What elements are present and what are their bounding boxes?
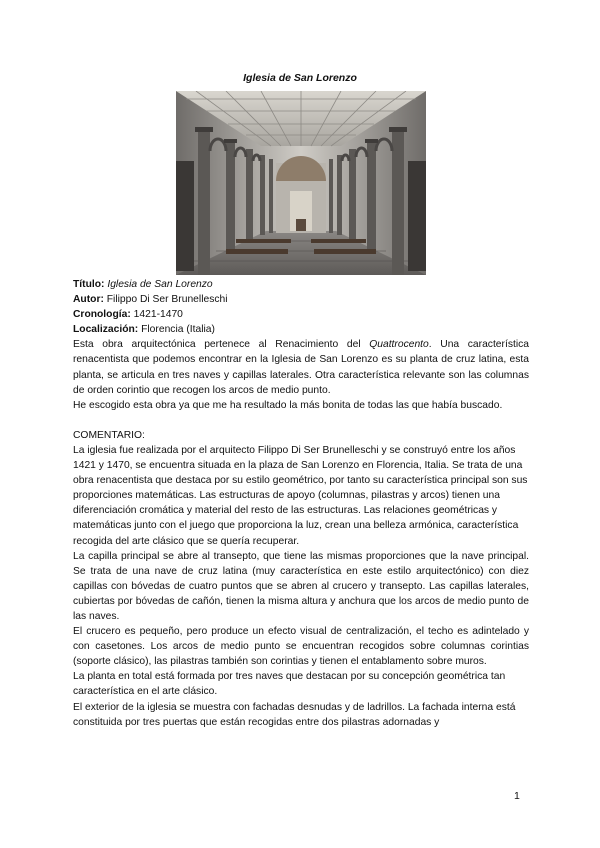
commentary-paragraph: La iglesia fue realizada por el arquitecto Filippo Di Ser Brunelleschi y se construyó entre los años 1421 y 1470, se encuentra situada en la plaza de San Lorenzo en Florencia, Italia. Se trata de una obra renacentista que destaca por su estilo geométrico, por tanto su característica principal son sus proporciones matemáticas. Las estructuras de apoyo (columnas, pilastras y arcos) tienen una diferenciación cromática y material del resto de las estructuras. Las relaciones geométricas y matemáticas junto con el juego que proporciona la luz, crean una belleza armónica, característica recogida del arte clásico que se quería recuperar.	[73, 444, 528, 547]
meta-author-line: Autor: Filippo Di Ser Brunelleschi	[73, 294, 228, 306]
commentary-heading: COMENTARIO:	[73, 429, 145, 441]
meta-location-value: Florencia (Italia)	[141, 324, 215, 336]
page-number: 1	[514, 790, 520, 802]
document-title: Iglesia de San Lorenzo	[243, 72, 357, 84]
quattrocento-emphasis: Quattrocento	[369, 339, 429, 351]
meta-author-value: Filippo Di Ser Brunelleschi	[106, 294, 228, 306]
document-body	[73, 277, 529, 730]
meta-chronology-line: Cronología: 1421-1470	[73, 309, 183, 321]
choice-paragraph: He escogido esta obra ya que me ha resultado la más bonita de todas las que había buscado.	[73, 399, 503, 411]
metadata-block	[73, 277, 529, 337]
intro-paragraph: Esta obra arquitectónica pertenece al Renacimiento del Quattrocento. Una característica renacentista que podemos encontrar en la Iglesia de San Lorenzo es su planta de cruz latina, esta planta, se articula en tres naves y capillas laterales. Otra característica relevante son las columnas de orden corintio que recogen los arcos de medio punto.	[73, 339, 530, 396]
church-interior-photo	[176, 91, 426, 275]
meta-title-value: Iglesia de San Lorenzo	[107, 279, 213, 290]
commentary-paragraph: El exterior de la iglesia se muestra con fachadas desnudas y de ladrillos. La fachada interna está constituida por tres puertas que están recogidas entre dos pilastras adornadas y	[73, 701, 516, 728]
meta-chronology-value: 1421-1470	[133, 309, 183, 321]
meta-title-line: Título: Iglesia de San Lorenzo	[73, 279, 213, 290]
meta-location-line: Localización: Florencia (Italia)	[73, 324, 215, 336]
commentary-paragraph: La planta en total está formada por tres naves que destacan por su concepción geométrica tan característica en el arte clásico.	[73, 671, 506, 698]
commentary-paragraph: El crucero es pequeño, pero produce un efecto visual de centralización, el techo es adintelado y con casetones. Los arcos de medio punto se encuentran recogidos sobre columnas corintias (soporte clásico), las pilastras también son corintias y tienen el entablamento sobre muros.	[73, 626, 529, 668]
commentary-paragraph: La capilla principal se abre al transepto, que tiene las mismas proporciones que la nave principal. Se trata de una nave de cruz latina (muy característica en este estilo arquitectónico) con diez capillas con bóvedas de cuatro puntos que se abren al crucero y transepto. Las capillas laterales, cubiertas por bóvedas de cañón, tienen la misma altura y anchura que los arcos de medio punto de las naves.	[73, 550, 529, 622]
